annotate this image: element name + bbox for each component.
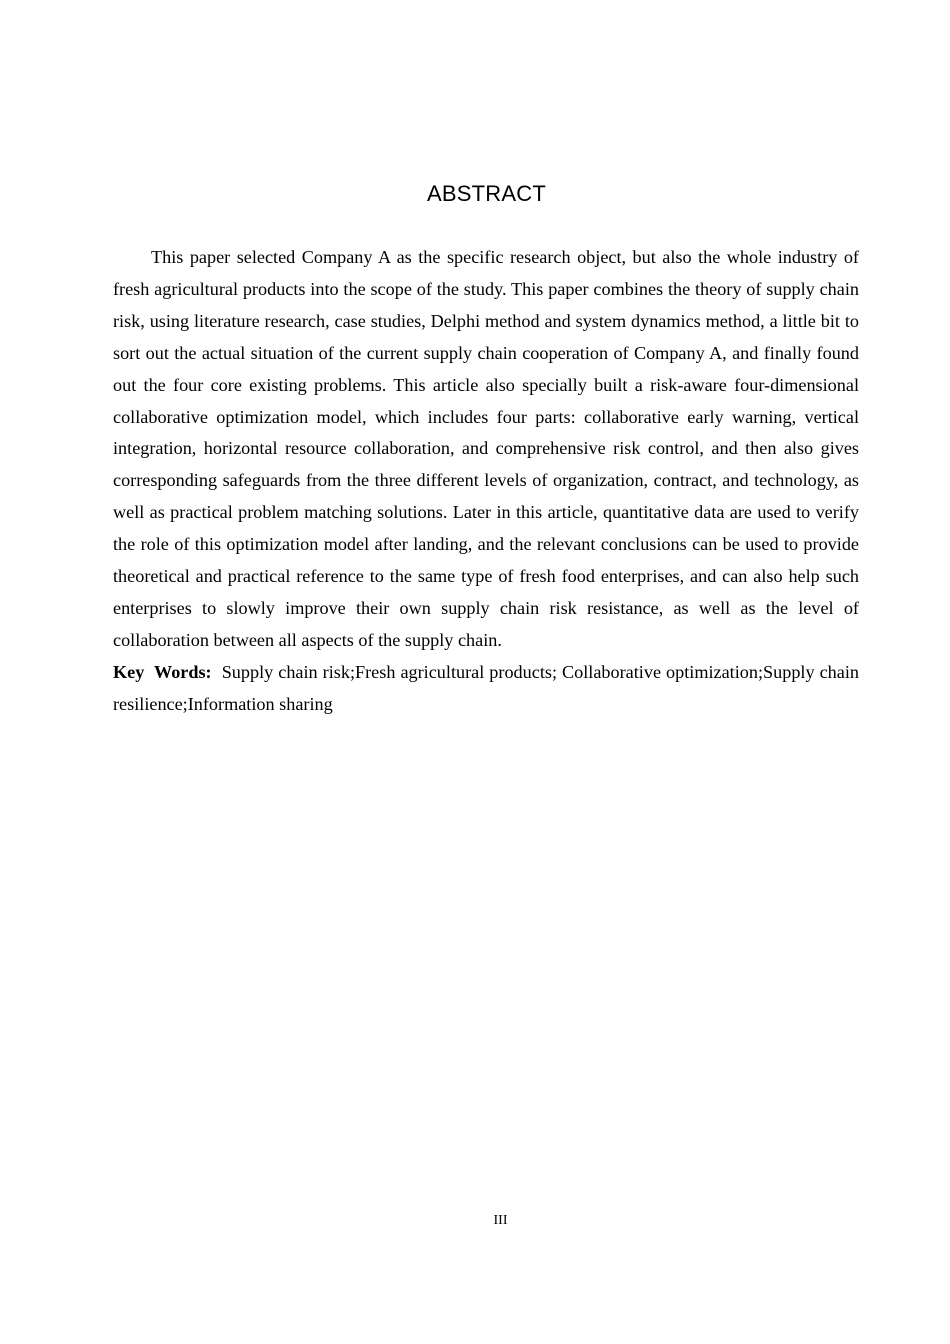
keywords-label: Key Words:	[113, 661, 212, 682]
abstract-content	[113, 242, 859, 721]
page-number: III	[493, 1213, 508, 1228]
keywords-text: Supply chain risk;Fresh agricultural products; Collaborative optimization;Supply chain resilience;Information sharing	[113, 661, 859, 714]
abstract-heading: ABSTRACT	[427, 181, 546, 206]
abstract-paragraph: This paper selected Company A as the specific research object, but also the whole industry of fresh agricultural products into the scope of the study. This paper combines the theory of supply chain risk, using literature research, case studies, Delphi method and system dynamics method, a little bit to sort out the actual situation of the current supply chain cooperation of Company A, and finally found out the four core existing problems. This article also specially built a risk-aware four-dimensional collaborative optimization model, which includes four parts: collaborative early warning, vertical integration, horizontal resource collaboration, and comprehensive risk control, and then also gives corresponding safeguards from the three different levels of organization, contract, and technology, as well as practical problem matching solutions. Later in this article, quantitative data are used to verify the role of this optimization model after landing, and the relevant conclusions can be used to provide theoretical and practical reference to the same type of fresh food enterprises, and can also help such enterprises to slowly improve their own supply chain risk resistance, as well as the level of collaboration between all aspects of the supply chain.	[113, 247, 859, 650]
keywords-line	[113, 657, 859, 721]
